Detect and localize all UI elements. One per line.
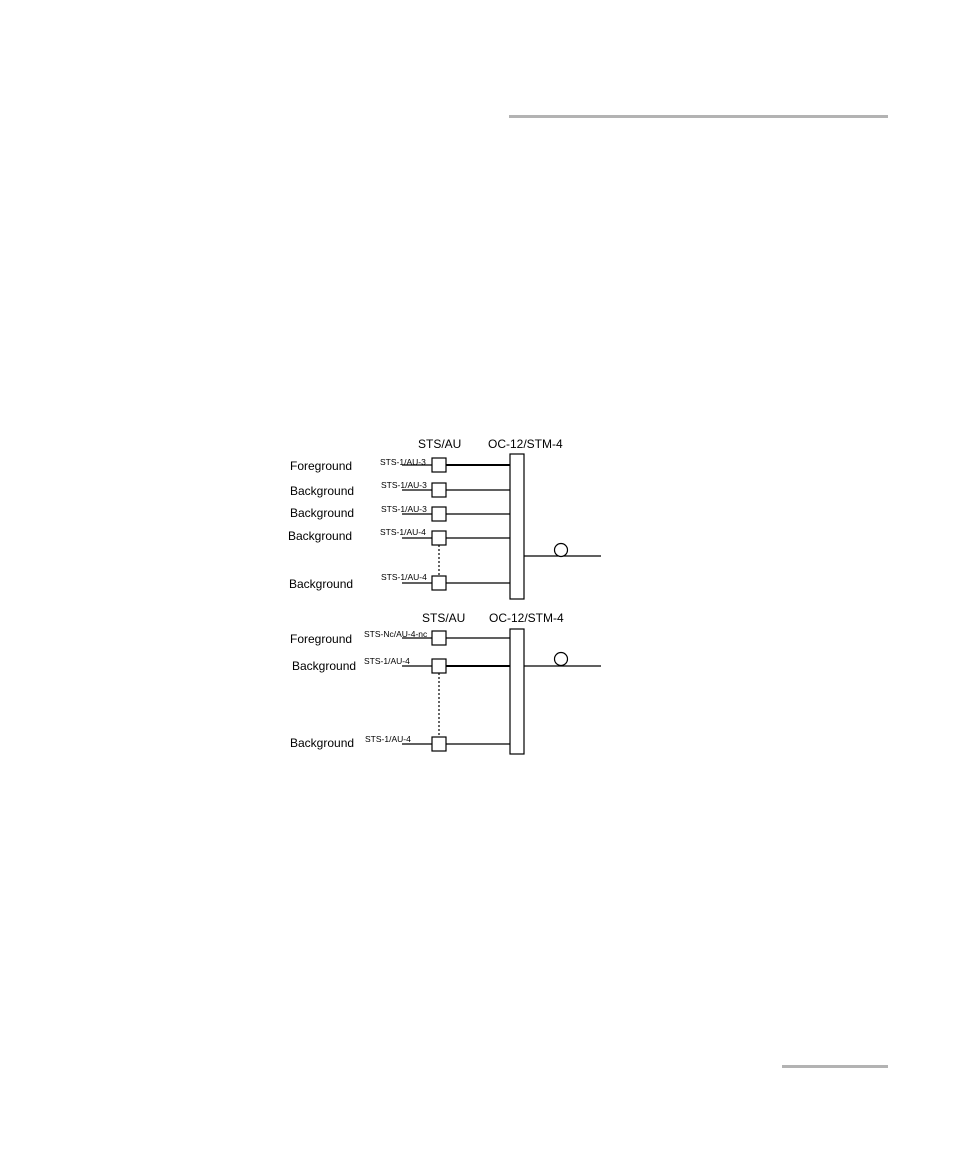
top-mux-bar xyxy=(510,454,524,599)
top-channel-box-2 xyxy=(432,483,446,497)
top-channel-box-5 xyxy=(432,576,446,590)
bottom-signal-label: STS-Nc/AU-4-nc xyxy=(364,629,428,639)
bottom-mux-bar xyxy=(510,629,524,754)
top-mux-header: OC-12/STM-4 xyxy=(488,437,563,451)
top-row-label: Background xyxy=(290,484,355,498)
top-row-label: Foreground xyxy=(290,459,353,473)
top-signal-label: STS-1/AU-4 xyxy=(381,572,427,582)
top-row-label: Background xyxy=(290,506,355,520)
top-channel-box-3 xyxy=(432,507,446,521)
top-signal-label: STS-1/AU-3 xyxy=(381,504,427,514)
top-signal-label: STS-1/AU-3 xyxy=(380,457,426,467)
top-signal-label: STS-1/AU-3 xyxy=(381,480,427,490)
bottom-channel-box-3 xyxy=(432,737,446,751)
top-signal-label: STS-1/AU-4 xyxy=(380,527,426,537)
top-channel-box-4 xyxy=(432,531,446,545)
bottom-row-label: Background xyxy=(290,736,355,750)
bottom-row-label: Background xyxy=(292,659,357,673)
bottom-channel-box-1 xyxy=(432,631,446,645)
bottom-channel-header: STS/AU xyxy=(422,611,466,625)
top-row-label: Background xyxy=(289,577,354,591)
top-row-label: Background xyxy=(288,529,353,543)
bottom-mux-header: OC-12/STM-4 xyxy=(489,611,564,625)
bottom-signal-label: STS-1/AU-4 xyxy=(365,734,411,744)
top-channel-header: STS/AU xyxy=(418,437,462,451)
bottom-row-label: Foreground xyxy=(290,632,353,646)
top-channel-box-1 xyxy=(432,458,446,472)
bottom-channel-box-2 xyxy=(432,659,446,673)
top-fiber-loop-icon xyxy=(555,544,568,557)
bottom-fiber-loop-icon xyxy=(555,653,568,666)
bottom-signal-label: STS-1/AU-4 xyxy=(364,656,410,666)
